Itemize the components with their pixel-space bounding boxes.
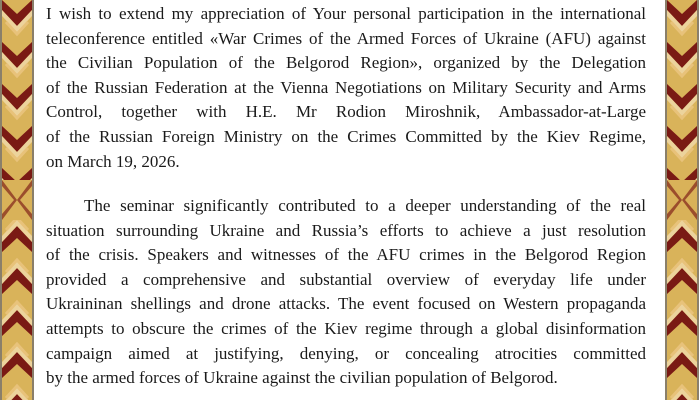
chevron-ornament-icon — [667, 0, 697, 400]
text-line: by the armed forces of Ukraine against the civilian population of Belgorod. — [46, 368, 558, 388]
text-line: provided a comprehensive and substantial overview of everyday life under — [46, 269, 646, 289]
text-line: on March 19, 2026. — [46, 151, 180, 171]
text-line: of the crisis. Speakers and witnesses of the AFU crimes in the Belgorod Region — [46, 245, 646, 265]
text-line: Ukraininan shellings and drone attacks. The event focused on Western propaganda — [46, 294, 646, 314]
paragraph-appreciation — [46, 2, 646, 174]
text-line: campaign aimed at justifying, denying, or concealing atrocities committed — [46, 343, 646, 363]
decorative-border-left — [0, 0, 34, 400]
text-line: The seminar significantly contributed to a deeper understanding of the real — [84, 196, 646, 215]
text-line: teleconference entitled «War Crimes of the Armed Forces of Ukraine (AFU) against — [46, 28, 646, 48]
text-line: I wish to extend my appreciation of Your personal participation in the international — [46, 4, 646, 23]
decorative-border-right — [665, 0, 699, 400]
chevron-ornament-icon — [2, 0, 32, 400]
text-line: the Civilian Population of the Belgorod Region», organized by the Delegation — [46, 53, 646, 73]
text-line: attempts to obscure the crimes of the Kiev regime through a global disinformation — [46, 318, 646, 338]
paragraph-seminar-summary — [46, 194, 646, 391]
text-line: situation surrounding Ukraine and Russia’s efforts to achieve a just resolution — [46, 220, 646, 240]
text-line: of the Russian Foreign Ministry on the Crimes Committed by the Kiev Regime, — [46, 126, 646, 146]
text-line: of the Russian Federation at the Vienna Negotiations on Military Security and Arms — [46, 77, 646, 97]
text-line: Control, together with H.E. Mr Rodion Miroshnik, Ambassador-at-Large — [46, 102, 646, 122]
letter-body — [46, 0, 646, 400]
